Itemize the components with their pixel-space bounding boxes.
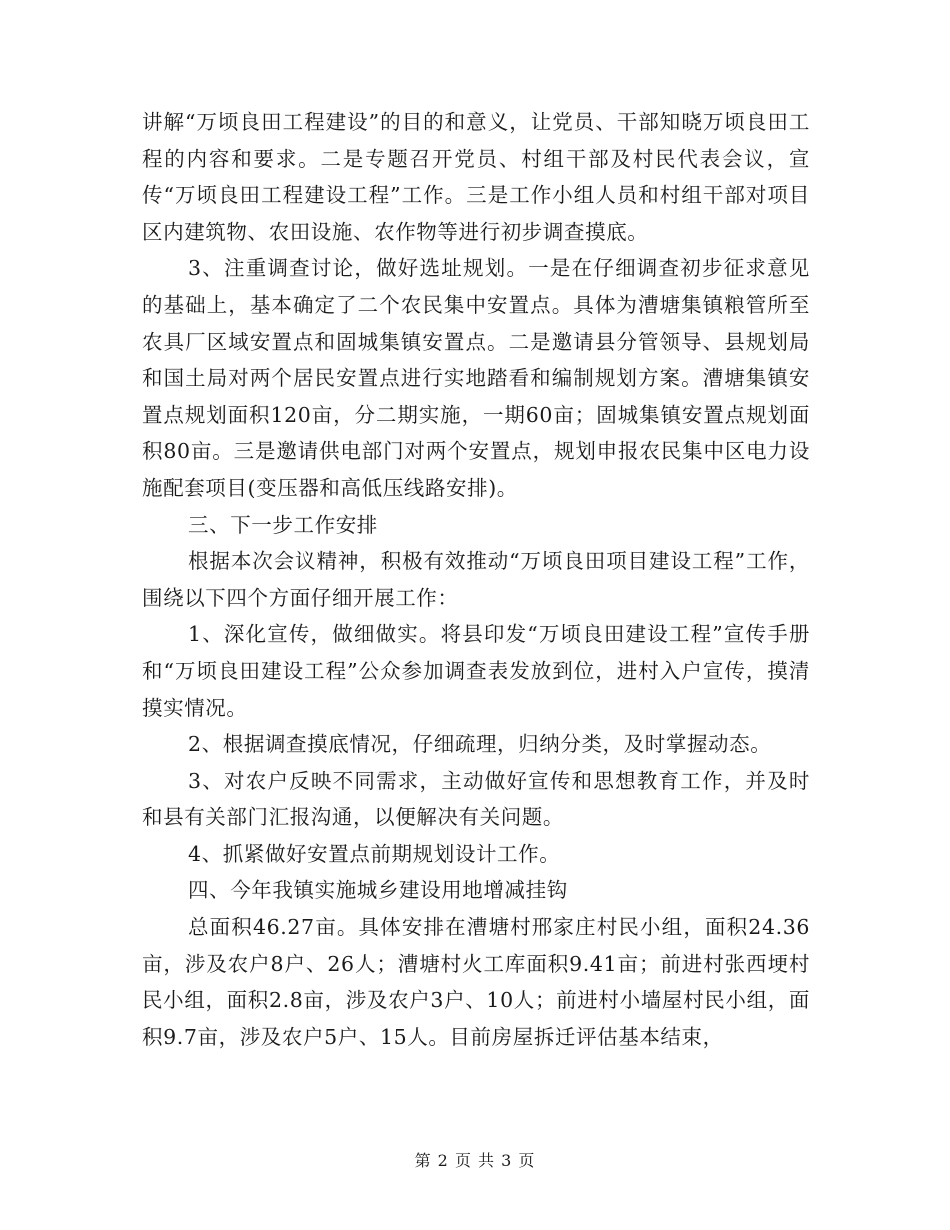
list-item: 4、抓紧做好安置点前期规划设计工作。 xyxy=(188,841,561,866)
list-item: 3、对农户反映不同需求，主动做好宣传和思想教育工作，并及时和县有关部门汇报沟通，以便解决有关问题。 xyxy=(142,768,810,830)
section-heading: 四、今年我镇实施城乡建设用地增减挂钩 xyxy=(188,878,568,903)
paragraph: 讲解“万顷良田工程建设”的目的和意义，让党员、干部知晓万顷良田工程的内容和要求。二是专题召开党员、村组干部及村民代表会议，宣传“万顷良田工程建设工程”工作。三是工作小组人员和村组干部对项目区内建筑物、农田设施、农作物等进行初步调查摸底。 xyxy=(142,110,810,244)
section-heading: 三、下一步工作安排 xyxy=(188,512,378,537)
paragraph: 3、注重调查讨论，做好选址规划。一是在仔细调查初步征求意见的基础上，基本确定了二个农民集中安置点。具体为漕塘集镇粮管所至农具厂区域安置点和固城集镇安置点。二是邀请县分管领导、县规划局和国土局对两个居民安置点进行实地踏看和编制规划方案。漕塘集镇安置点规划面积120亩，分二期实施，一期60亩；固城集镇安置点规划面积80亩。三是邀请供电部门对两个安置点，规划申报农民集中区电力设施配套项目(变压器和高低压线路安排)。 xyxy=(142,256,810,500)
list-item: 2、根据调查摸底情况，仔细疏理，归纳分类，及时掌握动态。 xyxy=(188,732,772,757)
paragraph: 根据本次会议精神，积极有效推动“万顷良田项目建设工程”工作，围绕以下四个方面仔细开展工作： xyxy=(142,549,810,610)
list-item: 1、深化宣传，做细做实。将县印发“万顷良田建设工程”宣传手册和“万顷良田建设工程”公众参加调查表发放到位，进村入户宣传，摸清摸实情况。 xyxy=(142,622,810,720)
document-body xyxy=(142,104,810,1055)
paragraph: 总面积46.27亩。具体安排在漕塘村邢家庄村民小组，面积24.36亩，涉及农户8户、26人；漕塘村火工库面积9.41亩；前进村张西埂村民小组，面积2.8亩，涉及农户3户、10人；前进村小墙屋村民小组，面积9.7亩，涉及农户5户、15人。目前房屋拆迁评估基本结束， xyxy=(142,915,810,1049)
page-number-footer: 第 2 页 共 3 页 xyxy=(414,1151,536,1170)
